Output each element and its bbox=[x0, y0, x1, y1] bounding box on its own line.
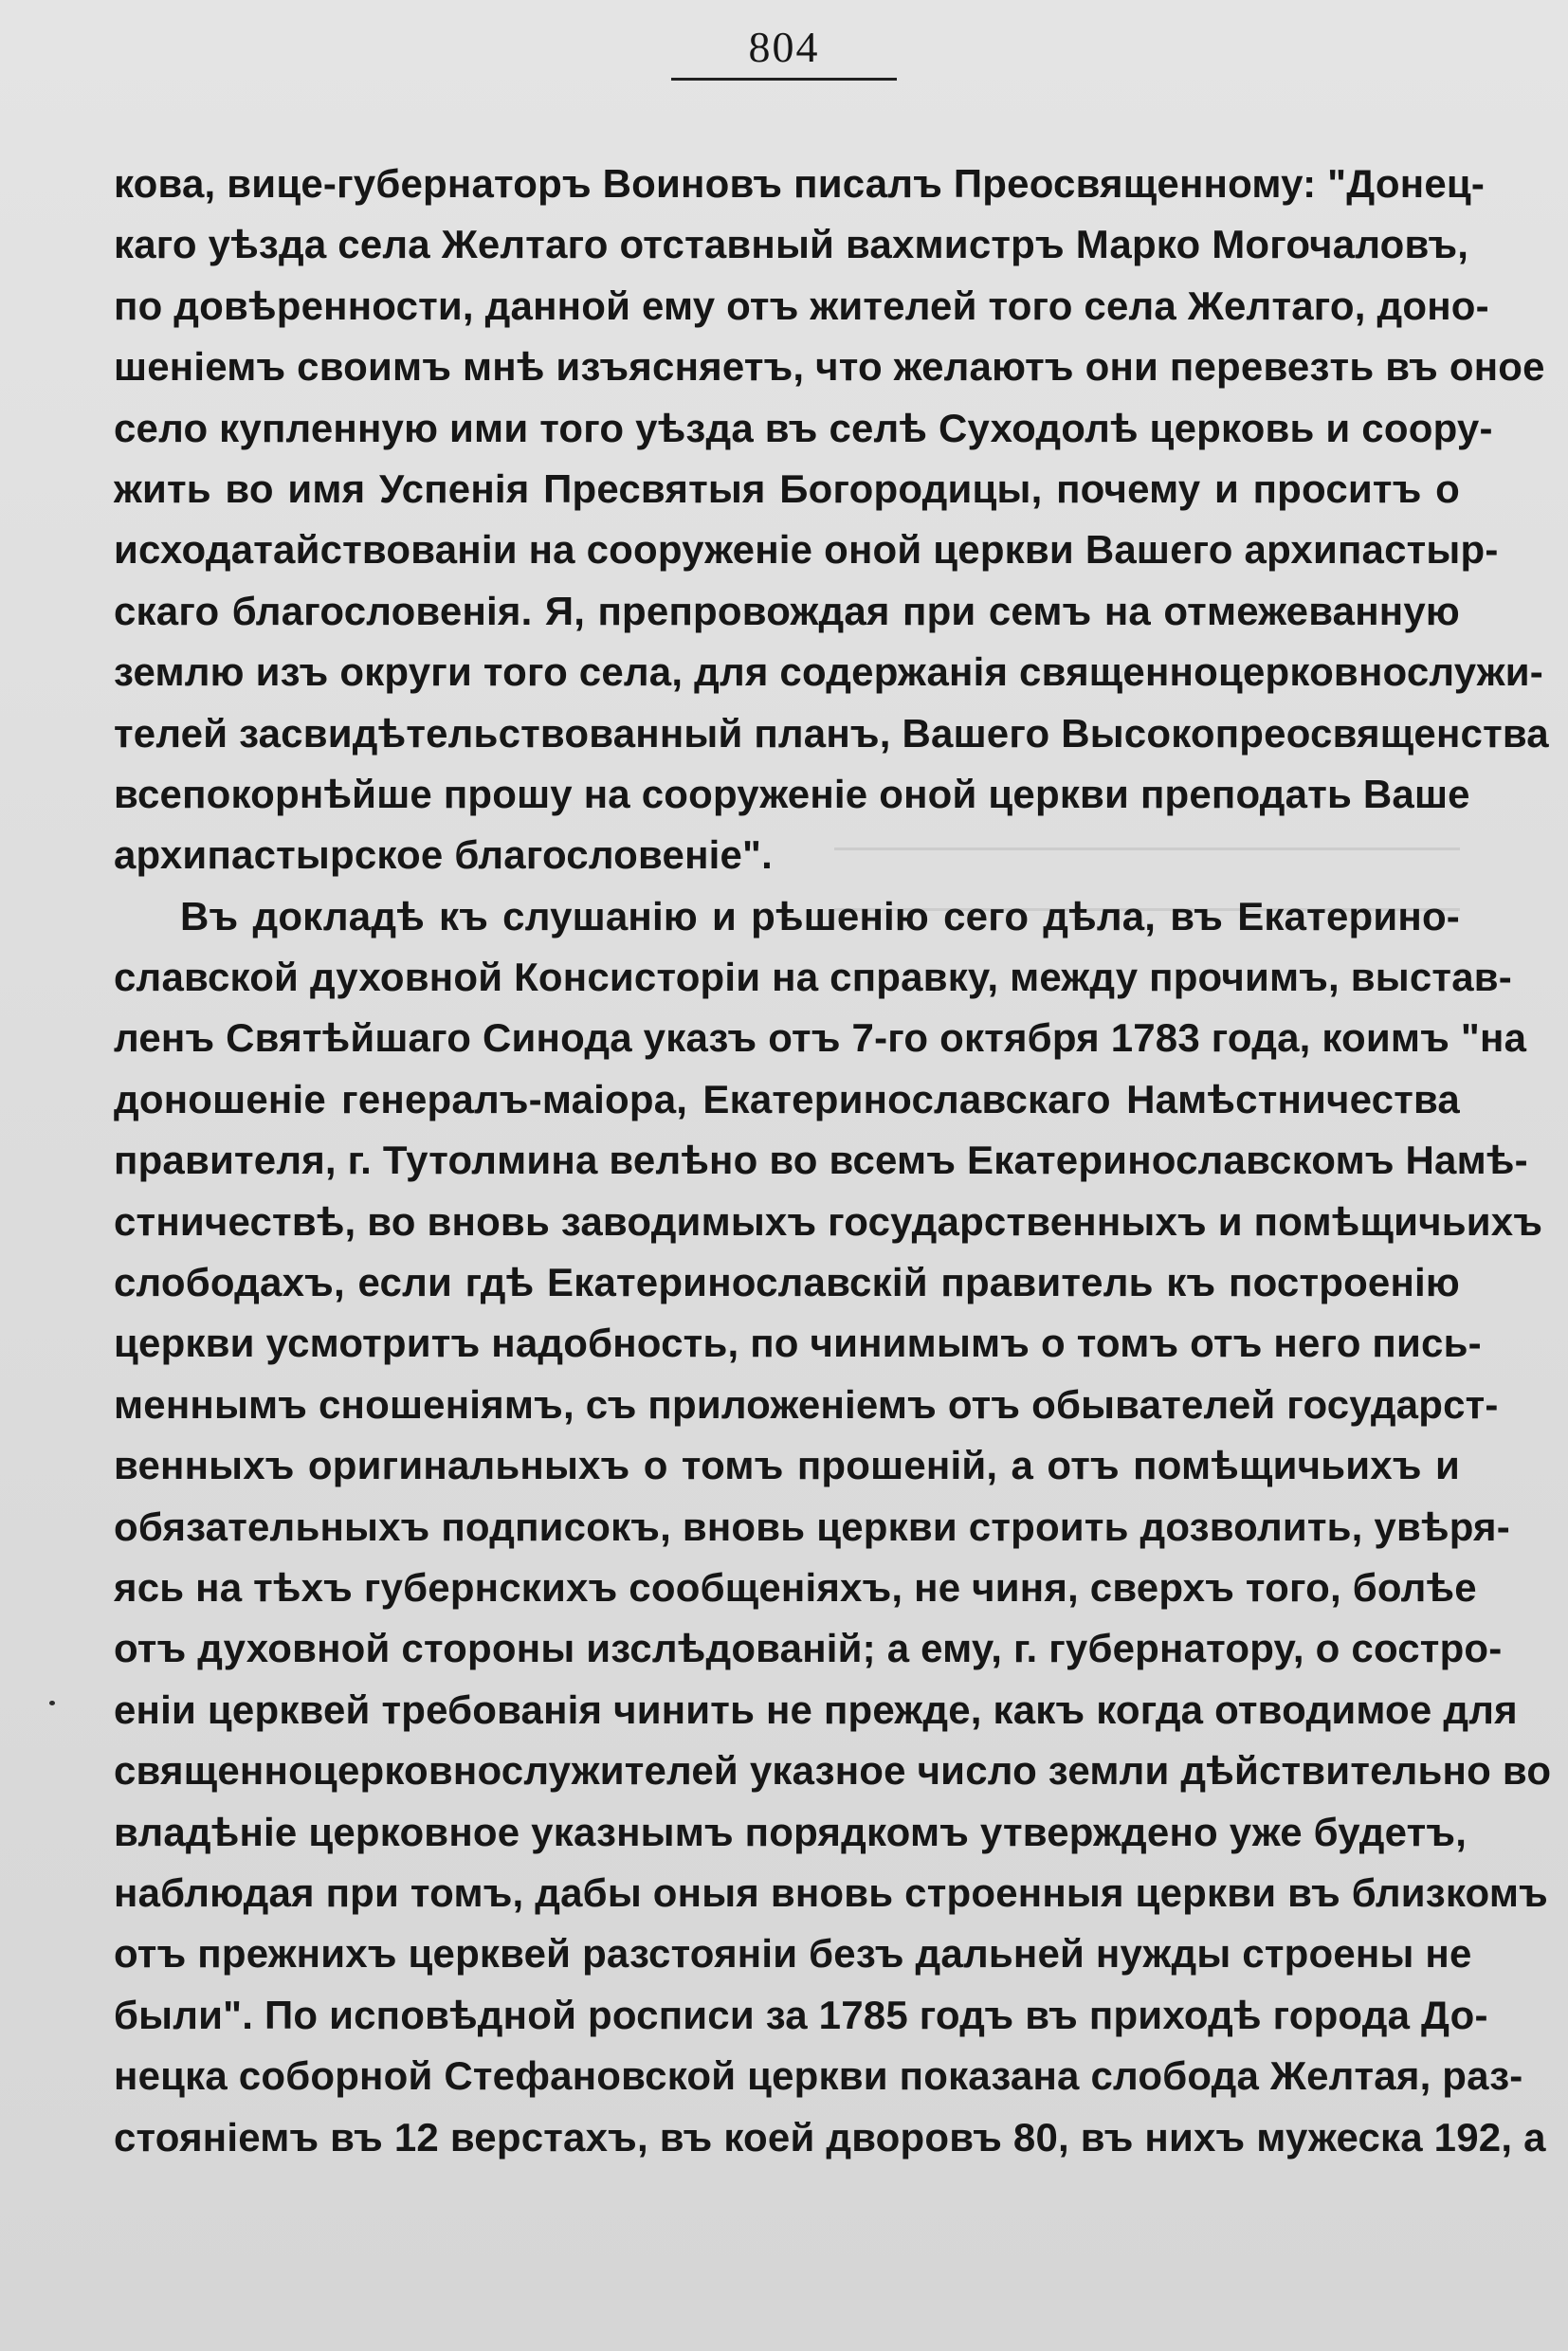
text-line: кова, вице-губернаторъ Воиновъ писалъ Преосвященному: "Донец- bbox=[114, 161, 1486, 206]
text-line: Въ докладѣ къ слушанію и рѣшенію сего дѣла, въ Екатерино- bbox=[180, 893, 1460, 939]
text-line: каго уѣзда села Желтаго отставный вахмистръ Марко Могочаловъ, bbox=[114, 222, 1469, 267]
text-line: меннымъ сношеніямъ, съ приложеніемъ отъ обывателей государст- bbox=[114, 1381, 1499, 1427]
text-line: скаго благословенія. Я, препровождая при семъ на отмежеванную bbox=[114, 588, 1460, 633]
text-line: по довѣренности, данной ему отъ жителей того села Желтаго, доно- bbox=[114, 282, 1489, 328]
text-line: доношеніе генералъ-маіора, Екатеринославскаго Намѣстничества bbox=[114, 1076, 1460, 1121]
text-line: обязательныхъ подписокъ, вновь церкви строить дозволить, увѣря- bbox=[114, 1504, 1510, 1549]
text-line: стничествѣ, во вновь заводимыхъ государственныхъ и помѣщичьихъ bbox=[114, 1198, 1543, 1244]
text-line: архипастырское благословеніе". bbox=[114, 832, 774, 878]
text-line: нецка соборной Стефановской церкви показана слобода Желтая, раз- bbox=[114, 2053, 1523, 2099]
paper-speck bbox=[49, 1701, 55, 1705]
text-line: правителя, г. Тутолмина велѣно во всемъ Екатеринославскомъ Намѣ- bbox=[114, 1138, 1528, 1183]
text-line: наблюдая при томъ, дабы оныя вновь строенныя церкви въ близкомъ bbox=[114, 1869, 1548, 1915]
text-line: владѣніе церковное указнымъ порядкомъ утверждено уже будетъ, bbox=[114, 1809, 1468, 1854]
text-line: слободахъ, если гдѣ Екатеринославскій правитель къ построенію bbox=[114, 1260, 1460, 1305]
page-text bbox=[114, 154, 1552, 2168]
text-line: село купленную ими того уѣзда въ селѣ Суходолѣ церковь и соору- bbox=[114, 405, 1493, 450]
text-line: ясь на тѣхъ губернскихъ сообщеніяхъ, не чиня, сверхъ того, болѣе bbox=[114, 1564, 1477, 1610]
text-line: телей засвидѣтельствованный планъ, Вашего Высокопреосвященства bbox=[114, 710, 1549, 756]
text-line: стояніемъ въ 12 верстахъ, въ коей дворовъ 80, въ нихъ мужеска 192, а bbox=[114, 2114, 1546, 2160]
text-line: землю изъ округи того села, для содержанія священноцерковнослужи- bbox=[114, 649, 1543, 695]
page-number: 804 bbox=[748, 23, 820, 71]
text-line: славской духовной Консисторіи на справку, между прочимъ, выстав- bbox=[114, 955, 1512, 1000]
text-line: отъ прежнихъ церквей разстояніи безъ дальней нужды строены не bbox=[114, 1931, 1472, 1977]
text-line: еніи церквей требованія чинить не прежде, какъ когда отводимое для bbox=[114, 1686, 1518, 1732]
text-line: шеніемъ своимъ мнѣ изъясняетъ, что желаютъ они перевезть въ оное bbox=[114, 344, 1545, 390]
text-line: исходатайствованіи на сооруженіе оной церкви Вашего архипастыр- bbox=[114, 527, 1499, 573]
text-line: были". По исповѣдной росписи за 1785 годъ въ приходѣ города До- bbox=[114, 1992, 1488, 2037]
text-line: священноцерковнослужителей указное число земли дѣйствительно во bbox=[114, 1748, 1552, 1794]
text-line: жить во имя Успенія Пресвятыя Богородицы, почему и проситъ о bbox=[114, 465, 1460, 511]
text-line: отъ духовной стороны изслѣдованій; а ему, г. губернатору, о состро- bbox=[114, 1626, 1503, 1671]
text-line: венныхъ оригинальныхъ о томъ прошеній, а отъ помѣщичьихъ и bbox=[114, 1443, 1460, 1488]
text-line: церкви усмотритъ надобность, по чинимымъ о томъ отъ него пись- bbox=[114, 1321, 1482, 1366]
page-number-rule bbox=[671, 78, 897, 81]
text-line: всепокорнѣйше прошу на сооруженіе оной церкви преподать Ваше bbox=[114, 771, 1470, 816]
text-line: ленъ Святѣйшаго Синода указъ отъ 7-го октября 1783 года, коимъ "на bbox=[114, 1015, 1527, 1061]
